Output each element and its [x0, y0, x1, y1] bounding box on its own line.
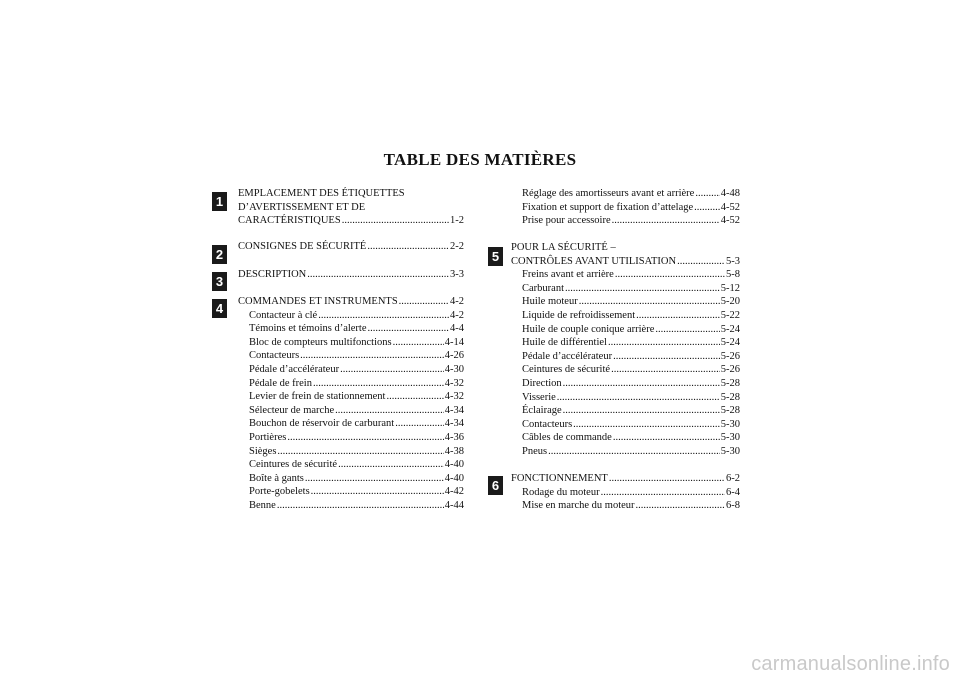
chapter-5-heading-line-1: POUR LA SÉCURITÉ – — [511, 242, 616, 253]
toc-subentry-title: Ceintures de sécurité — [249, 459, 338, 471]
chapter-4-badge: 4 — [212, 299, 227, 318]
toc-chapter-3 — [238, 268, 464, 282]
toc-subentry-title: Huile de différentiel — [522, 337, 607, 349]
toc-entry-title: DESCRIPTION — [238, 269, 307, 280]
toc-subentry-title: Éclairage — [522, 405, 562, 417]
toc-subentry-page: 4-40 — [444, 472, 464, 484]
leader-dots — [307, 268, 449, 282]
leader-dots — [695, 187, 719, 201]
toc-subentry-title: Porte-gobelets — [249, 486, 310, 498]
toc-entry-title: CONTRÔLES AVANT UTILISATION — [511, 255, 677, 267]
toc-entry-page: 3-3 — [450, 269, 464, 280]
leader-dots — [613, 350, 720, 364]
toc-subentry-title: Pédale de frein — [249, 377, 312, 389]
leader-dots — [612, 214, 720, 228]
toc-subentry-title: Carburant — [522, 282, 564, 294]
toc-subentry[interactable] — [238, 472, 464, 486]
toc-subentry[interactable] — [238, 431, 464, 445]
toc-entry[interactable] — [238, 268, 464, 282]
toc-subentry-page: 4-2 — [450, 309, 464, 321]
chapter-1-heading-line-2: D’AVERTISSEMENT ET DE — [238, 201, 366, 213]
leader-dots — [393, 336, 444, 350]
leader-dots — [300, 349, 444, 363]
toc-subentry[interactable] — [238, 349, 464, 363]
chapter-5-badge: 5 — [488, 247, 503, 266]
toc-entry-page: 4-2 — [450, 296, 464, 307]
toc-subentry[interactable] — [511, 431, 740, 445]
toc-subentry-title: Bouchon de réservoir de carburant — [249, 418, 395, 430]
leader-dots — [655, 323, 719, 337]
chapter-1-heading-line-1: EMPLACEMENT DES ÉTIQUETTES — [238, 188, 405, 199]
toc-subentry-page: 5-28 — [720, 405, 740, 417]
leader-dots — [565, 282, 720, 296]
toc-entry[interactable] — [238, 295, 464, 309]
toc-subentry-page: 4-40 — [444, 459, 464, 471]
leader-dots — [335, 404, 444, 418]
leader-dots — [636, 309, 720, 323]
toc-subentry-page: 5-8 — [726, 269, 740, 281]
toc-subentry[interactable] — [238, 322, 464, 336]
toc-subentry-page: 4-44 — [444, 499, 464, 511]
leader-dots — [338, 458, 444, 472]
toc-subentry-page: 5-26 — [720, 350, 740, 362]
toc-subentry-title: Réglage des amortisseurs avant et arrière — [522, 188, 695, 199]
toc-subentry-title: Huile moteur — [522, 296, 578, 308]
toc-subentry-title: Boîte à gants — [249, 472, 304, 484]
toc-subentry-title: Freins avant et arrière — [522, 269, 614, 281]
leader-dots — [557, 391, 720, 405]
toc-subentry-page: 4-42 — [444, 486, 464, 498]
toc-subentry[interactable] — [511, 295, 740, 309]
leader-dots — [318, 309, 449, 323]
toc-subentry-page: 4-26 — [444, 350, 464, 362]
leader-dots — [611, 363, 720, 377]
toc-entry-page: 5-3 — [726, 255, 740, 267]
leader-dots — [609, 472, 725, 486]
toc-subentry-title: Sélecteur de marche — [249, 404, 335, 416]
page-title: TABLE DES MATIÈRES — [383, 150, 577, 169]
toc-subentry-title: Levier de frein de stationnement — [249, 391, 386, 403]
toc-subentry-page: 4-36 — [444, 431, 464, 443]
chapter-3-badge: 3 — [212, 272, 227, 291]
toc-subentry[interactable] — [511, 377, 740, 391]
toc-entry-title: CONSIGNES DE SÉCURITÉ — [238, 241, 367, 252]
toc-subentry-page: 5-30 — [720, 432, 740, 444]
toc-subentry-page: 5-28 — [720, 391, 740, 403]
leader-dots — [277, 499, 444, 513]
leader-dots — [694, 201, 720, 215]
toc-subentry[interactable] — [511, 268, 740, 282]
leader-dots — [399, 295, 449, 309]
chapter-1-badge: 1 — [212, 192, 227, 211]
toc-subentry-page: 4-34 — [444, 404, 464, 416]
toc-subentry[interactable] — [511, 309, 740, 323]
toc-subentry[interactable] — [511, 445, 740, 459]
leader-dots — [579, 295, 720, 309]
toc-subentry-page: 4-38 — [444, 445, 464, 457]
toc-entry[interactable] — [238, 214, 464, 228]
toc-chapter-4 — [238, 295, 464, 513]
toc-subentry-page: 5-20 — [720, 296, 740, 308]
toc-subentry-page: 4-52 — [720, 201, 740, 213]
toc-chapter-1 — [238, 187, 464, 228]
toc-entry[interactable] — [238, 240, 464, 254]
toc-subentry-title: Contacteur à clé — [249, 309, 318, 321]
toc-subentry-title: Mise en marche du moteur — [522, 500, 635, 512]
toc-subentry-title: Câbles de commande — [522, 432, 612, 444]
leader-dots — [601, 486, 725, 500]
toc-subentry[interactable] — [511, 404, 740, 418]
toc-subentry-page: 5-12 — [720, 282, 740, 294]
toc-subentry-title: Benne — [249, 499, 276, 511]
toc-subentry[interactable] — [238, 404, 464, 418]
toc-subentry-title: Visserie — [522, 391, 556, 403]
leader-dots — [277, 445, 443, 459]
toc-entry-title: FONCTIONNEMENT — [511, 473, 608, 484]
chapter-2-badge: 2 — [212, 245, 227, 264]
toc-subentry[interactable] — [511, 187, 740, 201]
toc-subentry-page: 6-8 — [726, 500, 740, 512]
toc-subentry[interactable] — [238, 336, 464, 350]
toc-subentry-page: 4-14 — [444, 336, 464, 348]
toc-subentry-title: Bloc de compteurs multifonctions — [249, 336, 392, 348]
toc-subentry[interactable] — [238, 390, 464, 404]
toc-subentry-page: 4-4 — [450, 323, 464, 335]
toc-subentry-title: Ceintures de sécurité — [522, 364, 611, 376]
leader-dots — [613, 431, 720, 445]
toc-subentry-title: Témoins et témoins d’alerte — [249, 323, 367, 335]
toc-subentry-title: Contacteurs — [249, 350, 300, 362]
toc-subentry[interactable] — [238, 417, 464, 431]
toc-subentry[interactable] — [511, 282, 740, 296]
toc-subentry-page: 6-4 — [726, 486, 740, 498]
toc-subentry-page: 4-30 — [444, 363, 464, 375]
toc-subentry-page: 5-28 — [720, 377, 740, 389]
toc-subentry-title: Pédale d’accélérateur — [522, 350, 613, 362]
toc-subentry-page: 4-32 — [444, 391, 464, 403]
toc-subentry-title: Prise pour accessoire — [522, 215, 611, 227]
toc-entry-page: 1-2 — [450, 215, 464, 227]
toc-subentry[interactable] — [511, 363, 740, 377]
leader-dots — [563, 404, 720, 418]
toc-subentry[interactable] — [511, 499, 740, 513]
toc-subentry[interactable] — [238, 363, 464, 377]
toc-subentry-page: 4-48 — [720, 188, 740, 199]
toc-subentry[interactable] — [238, 309, 464, 323]
leader-dots — [615, 268, 725, 282]
toc-entry-title: CARACTÉRISTIQUES — [238, 215, 341, 227]
toc-subentry[interactable] — [238, 445, 464, 459]
toc-subentry-title: Huile de couple conique arrière — [522, 323, 655, 335]
toc-subentry[interactable] — [511, 486, 740, 500]
leader-dots — [677, 255, 725, 269]
toc-subentry-page: 4-32 — [444, 377, 464, 389]
toc-subentry[interactable] — [238, 377, 464, 391]
toc-subentry-title: Rodage du moteur — [522, 486, 600, 498]
toc-subentry[interactable] — [511, 201, 740, 215]
toc-subentry-page: 5-22 — [720, 309, 740, 321]
toc-chapter-6 — [511, 472, 740, 513]
toc-subentry-page: 5-26 — [720, 364, 740, 376]
toc-subentry-title: Portières — [249, 431, 287, 443]
leader-dots — [548, 445, 720, 459]
toc-subentry-title: Liquide de refroidissement — [522, 309, 636, 321]
toc-subentry-page: 5-24 — [720, 337, 740, 349]
toc-subentry[interactable] — [238, 499, 464, 513]
toc-subentry-title: Pneus — [522, 445, 548, 457]
leader-dots — [340, 363, 444, 377]
toc-subentry-page: 5-30 — [720, 445, 740, 457]
leader-dots — [313, 377, 444, 391]
toc-subentry-title: Fixation et support de fixation d’attelage — [522, 201, 694, 213]
toc-entry[interactable] — [511, 255, 740, 269]
toc-subentry-page: 4-34 — [444, 418, 464, 430]
toc-subentry[interactable] — [511, 350, 740, 364]
leader-dots — [305, 472, 444, 486]
leader-dots — [367, 240, 449, 254]
toc-subentry[interactable] — [511, 323, 740, 337]
toc-subentry[interactable] — [238, 485, 464, 499]
toc-entry-title: COMMANDES ET INSTRUMENTS — [238, 296, 398, 307]
leader-dots — [395, 417, 444, 431]
toc-subentry-title: Sièges — [249, 445, 277, 457]
toc-subentry-page: 5-30 — [720, 418, 740, 430]
toc-subentry-title: Contacteurs — [522, 418, 573, 430]
toc-subentry[interactable] — [511, 214, 740, 228]
leader-dots — [342, 214, 449, 228]
leader-dots — [287, 431, 443, 445]
leader-dots — [386, 390, 443, 404]
leader-dots — [563, 377, 720, 391]
toc-subentry-page: 5-24 — [720, 323, 740, 335]
toc-entry-page: 6-2 — [726, 473, 740, 484]
toc-subentry[interactable] — [511, 391, 740, 405]
watermark-credit: carmanualsonline.info — [751, 653, 950, 675]
toc-entry-page: 2-2 — [450, 241, 464, 252]
toc-subentry[interactable] — [238, 458, 464, 472]
chapter-6-badge: 6 — [488, 476, 503, 495]
toc-subentry-page: 4-52 — [720, 215, 740, 227]
leader-dots — [311, 485, 444, 499]
toc-chapter-5 — [511, 241, 740, 459]
toc-chapter-4-continued — [511, 187, 740, 228]
leader-dots — [608, 336, 720, 350]
toc-entry[interactable] — [511, 472, 740, 486]
toc-subentry-title: Direction — [522, 377, 562, 389]
leader-dots — [636, 499, 725, 513]
toc-chapter-2 — [238, 240, 464, 254]
toc-subentry-title: Pédale d’accélérateur — [249, 363, 340, 375]
leader-dots — [573, 418, 720, 432]
leader-dots — [368, 322, 449, 336]
toc-subentry[interactable] — [511, 418, 740, 432]
toc-subentry[interactable] — [511, 336, 740, 350]
